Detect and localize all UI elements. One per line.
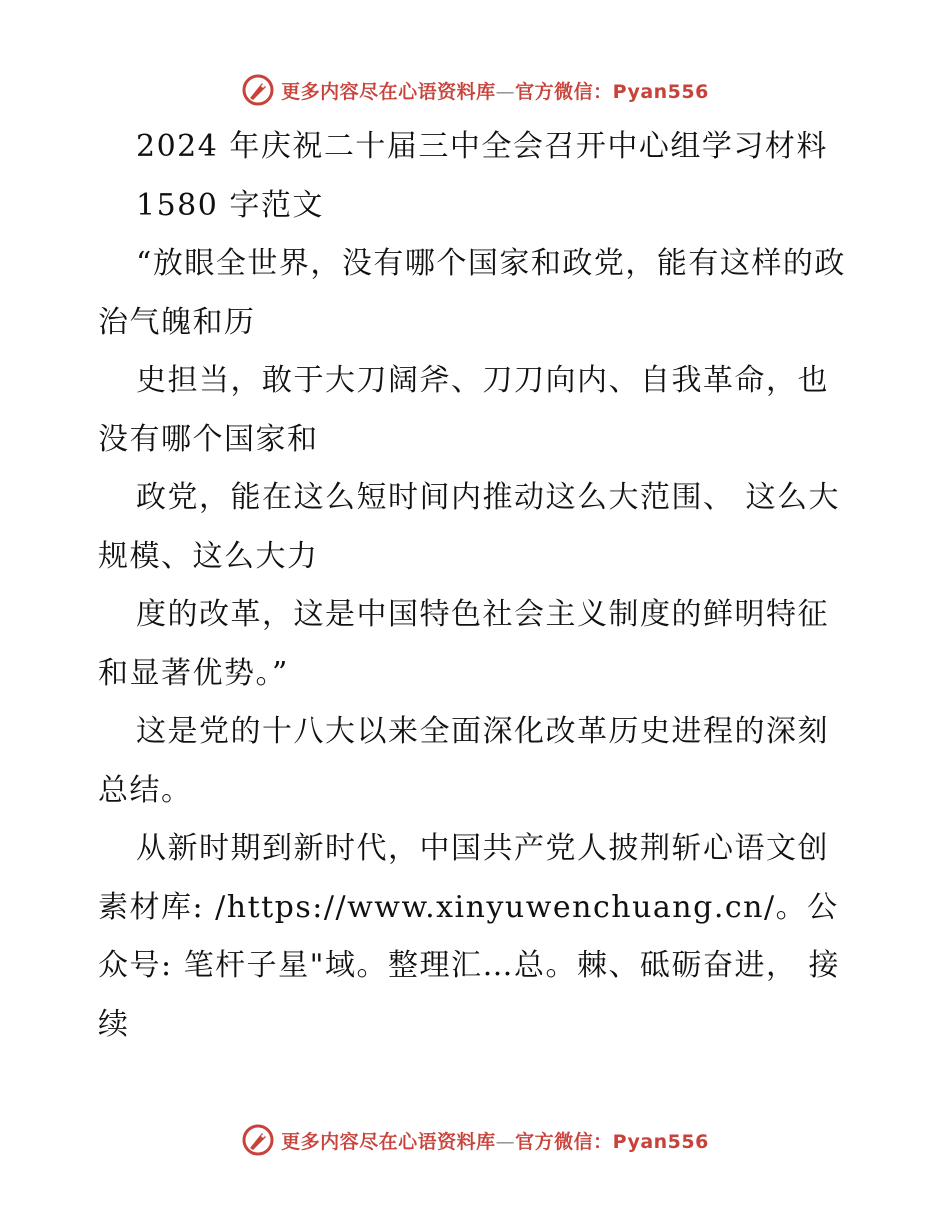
body-paragraph: 史担当，敢于大刀阔斧、刀刀向内、自我革命，也没有哪个国家和: [98, 363, 829, 457]
document-title: 2024 年庆祝二十届三中全会召开中心组学习材料: [136, 129, 828, 164]
document-subtitle: 1580 字范文: [136, 187, 324, 223]
body-paragraph: “放眼全世界，没有哪个国家和政党，能有这样的政治气魄和历: [98, 246, 846, 340]
pen-nib-logo-icon: [241, 1123, 275, 1157]
body-paragraph: 从新时期到新时代，中国共产党人披荆斩心语文创素材库: /https://www.xinyuwenchuang.cn/。公众号: 笔杆子星"域。整理汇…总。棘、砥砺奋进， 接续: [98, 831, 840, 1042]
body-paragraph: 这是党的十八大以来全面深化改革历史进程的深刻总结。: [98, 714, 829, 808]
footer-watermark: [0, 1120, 950, 1160]
header-watermark: [0, 70, 950, 110]
body-paragraph: 政党，能在这么短时间内推动这么大范围、 这么大规模、这么大力: [98, 480, 841, 574]
watermark-text: 更多内容尽在心语资料库—官方微信：Pyan556: [281, 1130, 709, 1153]
document-body: [98, 118, 858, 1054]
watermark-text: 更多内容尽在心语资料库—官方微信：Pyan556: [281, 80, 709, 103]
body-paragraph: 度的改革，这是中国特色社会主义制度的鲜明特征和显著优势。”: [98, 597, 829, 691]
pen-nib-logo-icon: [241, 73, 275, 107]
